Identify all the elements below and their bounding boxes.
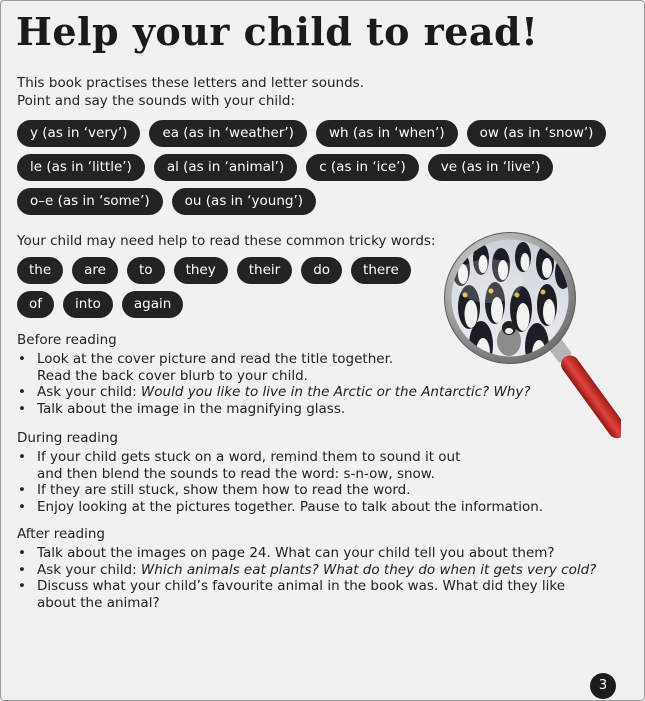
sound-pill: al (as in ‘animal’) bbox=[154, 154, 297, 181]
list-item-text: • If your child gets stuck on a word, remind them to sound it out bbox=[37, 448, 461, 465]
prompt-prefix: Ask your child: bbox=[37, 561, 141, 578]
page-title: Help your child to read! bbox=[16, 9, 539, 54]
sound-row-3 bbox=[17, 188, 316, 215]
sound-pill: ow (as in ‘snow’) bbox=[467, 120, 607, 147]
sound-pill: wh (as in ‘when’) bbox=[316, 120, 458, 147]
during-reading-heading: During reading bbox=[17, 430, 118, 446]
list-item-text: about the animal? bbox=[37, 595, 160, 612]
list-item bbox=[17, 562, 596, 579]
tricky-word-pill: again bbox=[122, 291, 183, 318]
list-item bbox=[17, 482, 543, 499]
list-item-text bbox=[37, 562, 596, 579]
sound-pill: ve (as in ‘live’) bbox=[428, 154, 554, 181]
list-item-text: and then blend the sounds to read the word: s-n-ow, snow. bbox=[37, 465, 435, 482]
list-item-text: • Enjoy looking at the pictures together. Pause to talk about the information. bbox=[37, 499, 544, 516]
prompt-prefix: Ask your child: bbox=[37, 384, 141, 401]
before-reading-heading: Before reading bbox=[17, 332, 117, 348]
sound-pill: ou (as in ‘young’) bbox=[172, 188, 316, 215]
tricky-word-pill: of bbox=[17, 291, 54, 318]
intro-line-2: Point and say the sounds with your child: bbox=[17, 93, 296, 109]
after-reading-section bbox=[17, 526, 596, 612]
sound-pill: c (as in ‘ice’) bbox=[306, 154, 419, 181]
list-item-text: • Look at the cover picture and read the title together. bbox=[37, 350, 394, 367]
before-reading-section bbox=[17, 332, 531, 418]
sound-pill: y (as in ‘very’) bbox=[17, 120, 140, 147]
tricky-word-pill: there bbox=[351, 257, 411, 284]
tricky-word-pill: into bbox=[63, 291, 113, 318]
sound-pill: le (as in ‘little’) bbox=[17, 154, 145, 181]
list-item bbox=[17, 499, 543, 516]
intro-text bbox=[17, 74, 364, 110]
tricky-word-pill: they bbox=[174, 257, 228, 284]
list-item bbox=[17, 578, 596, 612]
sound-pill: o–e (as in ‘some’) bbox=[17, 188, 163, 215]
list-item-text: • Talk about the images on page 24. What can your child tell you about them? bbox=[37, 544, 555, 561]
list-item bbox=[17, 449, 543, 483]
tricky-word-pill: their bbox=[237, 257, 292, 284]
intro-line-1: This book practises these letters and letter sounds. bbox=[17, 75, 364, 91]
tricky-row-2 bbox=[17, 291, 183, 318]
list-item bbox=[17, 545, 596, 562]
sound-row-1 bbox=[17, 120, 606, 147]
list-item-text: • Discuss what your child’s favourite animal in the book was. What did they like bbox=[37, 578, 566, 595]
tricky-word-pill: to bbox=[127, 257, 165, 284]
list-item bbox=[17, 351, 531, 385]
list-item bbox=[17, 401, 531, 418]
tricky-row-1 bbox=[17, 257, 411, 284]
tricky-word-pill: are bbox=[72, 257, 118, 284]
after-reading-heading: After reading bbox=[17, 526, 105, 542]
during-reading-section bbox=[17, 430, 543, 516]
list-item-text: Read the back cover blurb to your child. bbox=[37, 367, 308, 384]
list-item-text bbox=[37, 384, 531, 401]
sound-row-2 bbox=[17, 154, 553, 181]
sound-pill: ea (as in ‘weather’) bbox=[149, 120, 307, 147]
tricky-word-pill: do bbox=[301, 257, 342, 284]
prompt-question: Would you like to live in the Arctic or the Antarctic? Why? bbox=[140, 384, 531, 401]
list-item bbox=[17, 384, 531, 401]
prompt-question: Which animals eat plants? What do they do when it gets very cold? bbox=[140, 561, 597, 578]
tricky-words-label: Your child may need help to read these common tricky words: bbox=[17, 233, 436, 249]
list-item-text: • If they are still stuck, show them how to read the word. bbox=[37, 482, 411, 499]
tricky-word-pill: the bbox=[17, 257, 63, 284]
page-number: 3 bbox=[590, 673, 616, 699]
list-item-text: • Talk about the image in the magnifying glass. bbox=[37, 401, 346, 418]
